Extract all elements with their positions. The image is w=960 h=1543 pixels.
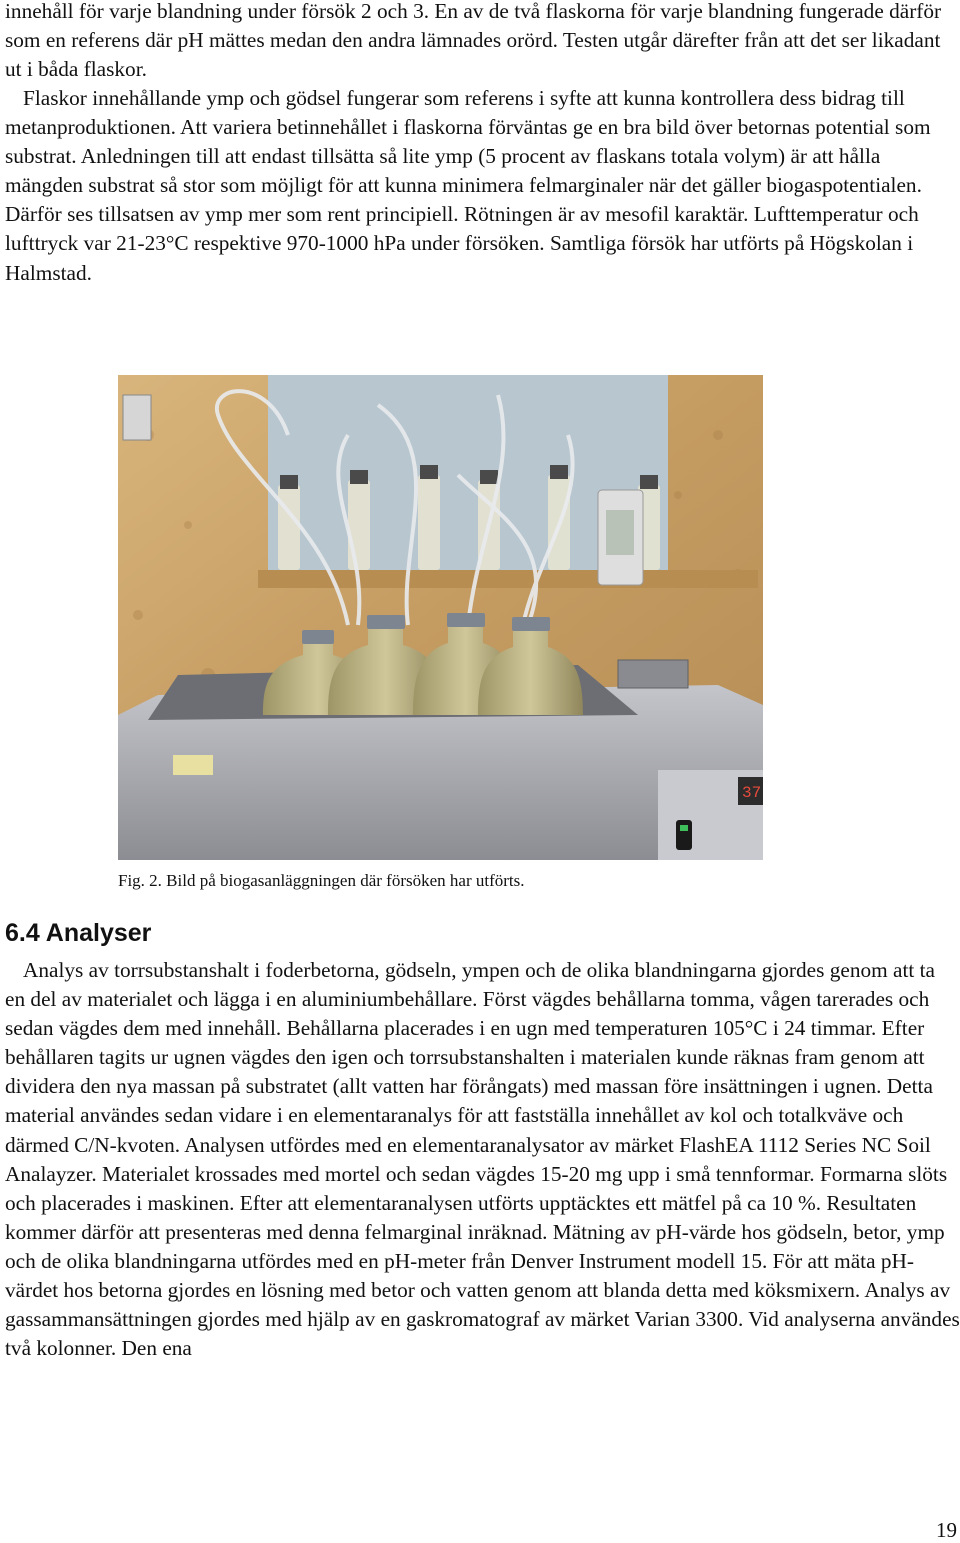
temperature-readout: 37 bbox=[742, 784, 762, 802]
figure-caption: Fig. 2. Bild på biogasanläggningen där försöken har utförts. bbox=[118, 871, 525, 890]
paragraph-intro: innehåll för varje blandning under försök 2 och 3. En av de två flaskorna för varje blandning fungerade därför som en referens där pH mättes medan den andra lämnades orörd. Testen utgår därefter från att det ser likadant ut i båda flaskor. bbox=[5, 0, 942, 82]
paragraph-references bbox=[5, 84, 960, 288]
biogas-setup-photo bbox=[118, 375, 763, 860]
page-number: 19 bbox=[936, 1518, 957, 1542]
paragraph-analyses-text: Analys av torrsubstanshalt i foderbetorna, gödseln, ympen och de olika blandningarna gjordes genom att ta en del av materialet och lägga i en aluminiumbehållare. Först vägdes behållarna tomma, vågen tarerades och sedan vägdes dem med innehåll. Behållarna placerades i en ugn med temperaturen 105°C i 24 timmar. Efter behållaren tagits ur ugnen vägdes den igen och torrsubstanshalten i materialen kunde räknas fram genom att dividera den nya massan på substratet (allt vatten har förångats) med massan före insättningen i ugnen. Detta material användes sedan vidare i en elementaranalys för att fastställa innehållet av kol och totalkväve och därmed C/N-kvoten. Analysen utfördes med en elementaranalysator av märket FlashEA 1112 Series NC Soil Analayzer. Materialet krossades med mortel och sedan vägdes 15-20 mg upp i små tennformar. Formarna slöts och placerades i maskinen. Efter att elementaranalysen utförts upptäcktes ett mätfel på ca 10 %. Resultaten kommer därför att presenteras med denna felmarginal inräknad. Mätning av pH-värde hos gödseln, betor, ymp och de olika blandningarna utfördes med en pH-meter från Denver Instrument modell 15. För att mäta pH-värdet hos betorna gjordes en lösning med betor och vatten genom att blanda detta med köksmixern. Analys av gassammansättningen gjordes med hjälp av en gaskromatograf av märket Varian 3300. Vid analyserna användes två kolonner. Den ena bbox=[5, 958, 960, 1361]
paragraph-analyses bbox=[5, 956, 960, 1363]
paragraph-references-text: Flaskor innehållande ymp och gödsel fungerar som referens i syfte att kunna kontrollera dess bidrag till metanproduktionen. Att variera betinnehållet i flaskorna förväntas ge en bra bild över betornas potential som substrat. Anledningen till att endast tillsätta så lite ymp (5 procent av flaskans totala volym) är att hålla mängden substrat så stor som möjligt för att kunna minimera felmarginaler när det gäller biogaspotentialen. Därför ses tillsatsen av ymp mer som rent principiell. Rötningen är av mesofil karaktär. Lufttemperatur och lufttryck var 21-23°C respektive 970-1000 hPa under försöken. Samtliga försök har utförts på Högskolan i Halmstad. bbox=[5, 86, 931, 285]
section-heading: 6.4 Analyser bbox=[5, 919, 152, 947]
